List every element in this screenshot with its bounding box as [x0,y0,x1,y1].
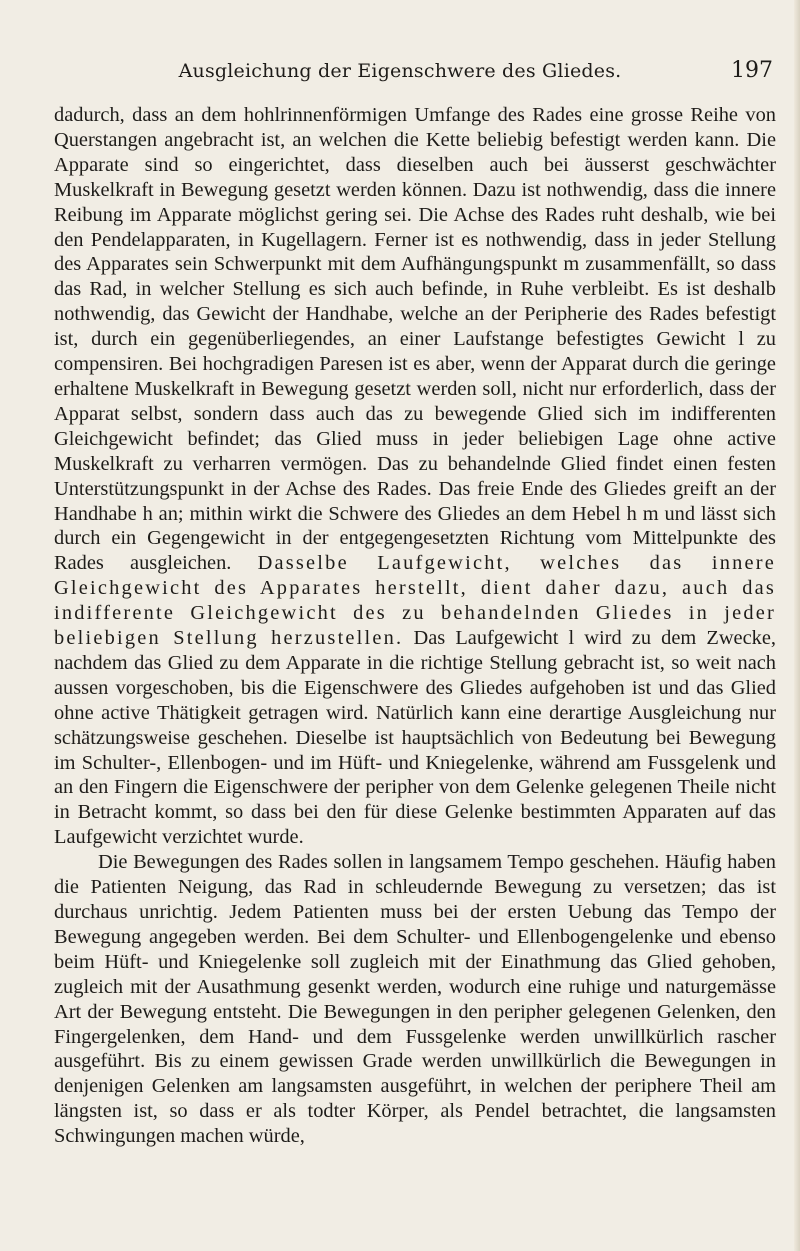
paragraph-text: Die Bewegungen des Rades sollen in langsamem Tempo geschehen. Häufig haben die Patienten Neigung, das Rad in schleudernde Bewegung zu versetzen; das ist durchaus unrichtig. Jedem Patienten muss bei der ersten Uebung das Tempo der Bewegung angegeben werden. Bei dem Schulter- und Ellenbogengelenke und ebenso beim Hüft- und Kniegelenke soll zugleich mit der Einathmung das Glied gehoben, zugleich mit der Ausathmung gesenkt werden, wodurch eine ruhige und naturgemässe Art der Bewegung entsteht. Die Bewegungen in den peripher gelegenen Gelenken, den Fingergelenken, dem Hand- und dem Fussgelenke werden unwillkürlich rascher ausgeführt. Bis zu einem gewissen Grade werden unwillkürlich die Bewegungen in denjenigen Gelenken am langsamsten ausgeführt, in welchen der periphere Theil am längsten ist, so dass er als todter Körper, als Pendel betrachtet, die langsamsten Schwingungen machen würde, [54,851,776,1148]
paragraph [54,850,776,1149]
running-title: Ausgleichung der Eigenschwere des Gliedes. [178,60,622,82]
paragraph [54,103,776,850]
body-text [54,103,776,1149]
page-edge [794,0,800,1251]
paragraph-text: dadurch, dass an dem hohlrinnenförmigen Umfange des Rades eine grosse Reihe von Querstangen angebracht ist, an welchen die Kette beliebig befestigt werden kann. Die Apparate sind so eingerichtet, dass dieselben auch bei äusserst geschwächter Muskelkraft in Bewegung gesetzt werden können. Dazu ist nothwendig, dass die innere Reibung im Apparate möglichst gering sei. Die Achse des Rades ruht deshalb, wie bei den Pendelapparaten, in Kugellagern. Ferner ist es nothwendig, dass in jeder Stellung des Apparates sein Schwerpunkt mit dem Aufhängungspunkt m zusammenfällt, so dass das Rad, in welcher Stellung es sich auch befinde, in Ruhe verbleibt. Es ist deshalb nothwendig, das Gewicht der Handhabe, welche an der Peripherie des Rades befestigt ist, durch ein gegenüberliegendes, an einer Laufstange befestigtes Gewicht l zu compensiren. Bei hochgradigen Paresen ist es aber, wenn der Apparat durch die geringe erhaltene Muskelkraft in Bewegung gesetzt werden soll, nicht nur erforderlich, dass der Apparat selbst, sondern dass auch das zu bewegende Glied sich im indifferenten Gleichgewicht befindet; das Glied muss in jeder beliebigen Lage ohne active Muskelkraft zu verharren vermögen. Das zu behandelnde Glied findet einen festen Unterstützungspunkt in der Achse des Rades. Das freie Ende des Gliedes greift an der Handhabe h an; mithin wirkt die Schwere des Gliedes an dem Hebel h m und lässt sich durch ein Gegengewicht in der entgegengesetzten Richtung vom Mittelpunkte des Rades ausgleichen. [54,104,776,575]
running-header [0,52,800,88]
emphasized-text: Dasselbe Laufgewicht, welches das innere Gleichgewicht des Apparates herstellt, dient daher dazu, auch das indifferente Gleichgewicht des zu behandelnden Gliedes in jeder beliebigen Stellung herzustellen. [54,552,777,650]
page-number: 197 [731,58,773,83]
paragraph-text-continued: Das Laufgewicht l wird zu dem Zwecke, nachdem das Glied zu dem Apparate in die richtige Stellung gebracht ist, so weit nach aussen vorgeschoben, bis die Eigenschwere des Gliedes aufgehoben ist und das Glied ohne active Thätigkeit getragen wird. Natürlich kann eine derartige Ausgleichung nur schätzungsweise geschehen. Dieselbe ist hauptsächlich von Bedeutung bei Bewegung im Schulter-, Ellenbogen- und im Hüft- und Kniegelenke, während am Fussgelenk und an den Fingern die Eigenschwere der peripher von dem Gelenke gelegenen Theile nicht in Betracht kommt, so dass bei den für diese Gelenke bestimmten Apparaten auf das Laufgewicht verzichtet wurde. [54,627,776,849]
